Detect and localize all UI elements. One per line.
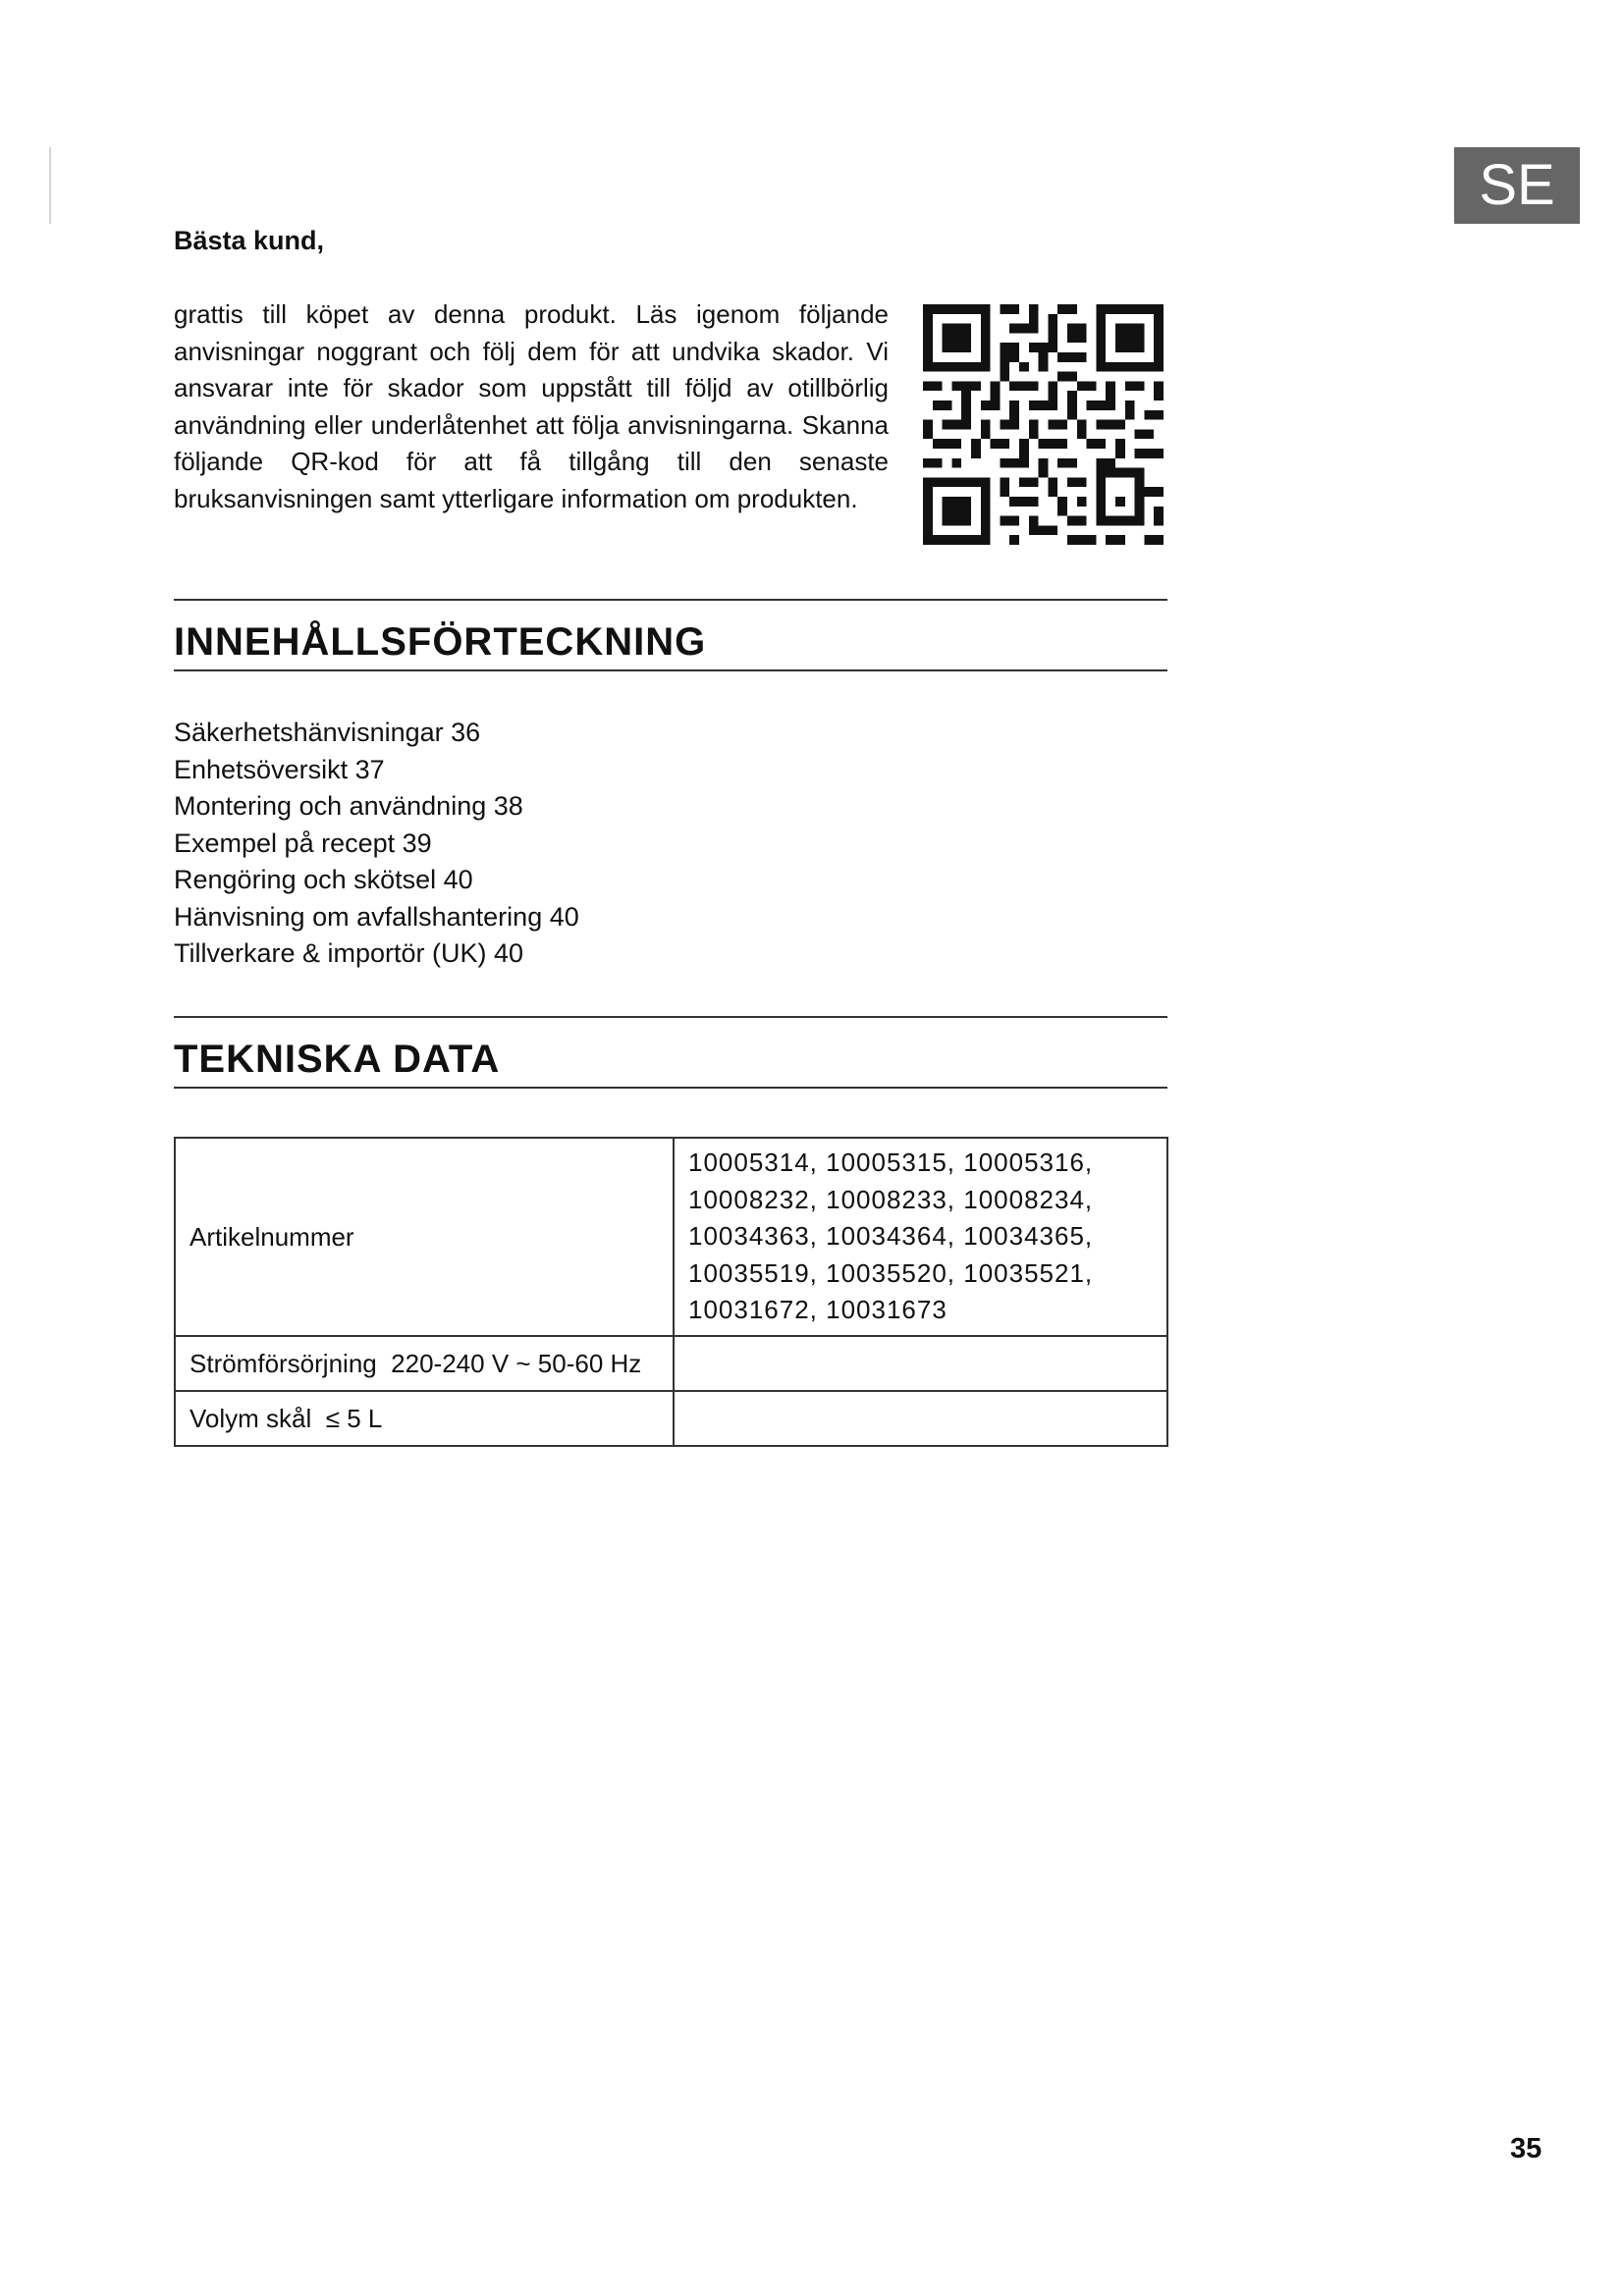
greeting: Bästa kund, [174, 226, 325, 255]
toc-list [174, 715, 579, 973]
article-number-line: 10031672, 10031673 [688, 1295, 947, 1325]
toc-item: Hänvisning om avfallshantering 40 [174, 901, 579, 932]
intro-paragraph: grattis till köpet av denna produkt. Läs igenom följande anvisningar noggrant och följ dem för att undvika skador. Vi ansvarar inte för skador som uppstått till följd av otillbörlig användning eller underlåtenhet att följa anvisningarna. Skanna följande QR-kod för att få tillgång till den senaste bruksanvisningen samt ytterligare information om produkten. [174, 299, 889, 513]
toc-item: Rengöring och skötsel 40 [174, 865, 473, 894]
spec-label-power: Strömförsörjning 220-240 V ~ 50-60 Hz [175, 1336, 674, 1391]
tech-rule-top [174, 1016, 1167, 1018]
page-number: 35 [1510, 2133, 1543, 2164]
toc-item: Exempel på recept 39 [174, 828, 432, 858]
article-number-line: 10008232, 10008233, 10008234, [688, 1184, 1094, 1214]
spec-value-article [674, 1138, 1167, 1336]
article-number-line: 10035519, 10035520, 10035521, [688, 1257, 1094, 1288]
toc-rule-top [174, 599, 1167, 601]
tech-heading: TEKNISKA DATA [174, 1038, 501, 1081]
spec-value-volume [674, 1391, 1167, 1446]
tech-rule-bottom [174, 1087, 1167, 1089]
toc-item: Säkerhetshänvisningar 36 [174, 718, 481, 747]
toc-item: Enhetsöversikt 37 [174, 754, 385, 784]
toc-heading: INNEHÅLLSFÖRTECKNING [174, 620, 707, 664]
toc-rule-bottom [174, 669, 1167, 671]
table-row [175, 1138, 1167, 1336]
spec-label-article: Artikelnummer [175, 1138, 674, 1336]
toc-item: Montering och användning 38 [174, 791, 523, 821]
qr-code-icon [923, 304, 1164, 545]
article-number-line: 10034363, 10034364, 10034365, [688, 1221, 1094, 1252]
spec-table [174, 1137, 1168, 1447]
table-row [175, 1391, 1167, 1446]
article-number-line: 10005314, 10005315, 10005316, [688, 1148, 1094, 1178]
spec-label-volume: Volym skål ≤ 5 L [175, 1391, 674, 1446]
toc-item: Tillverkare & importör (UK) 40 [174, 938, 524, 968]
language-badge: SE [1454, 147, 1580, 224]
table-row [175, 1336, 1167, 1391]
spec-value-power [674, 1336, 1167, 1391]
margin-rule [49, 147, 51, 224]
